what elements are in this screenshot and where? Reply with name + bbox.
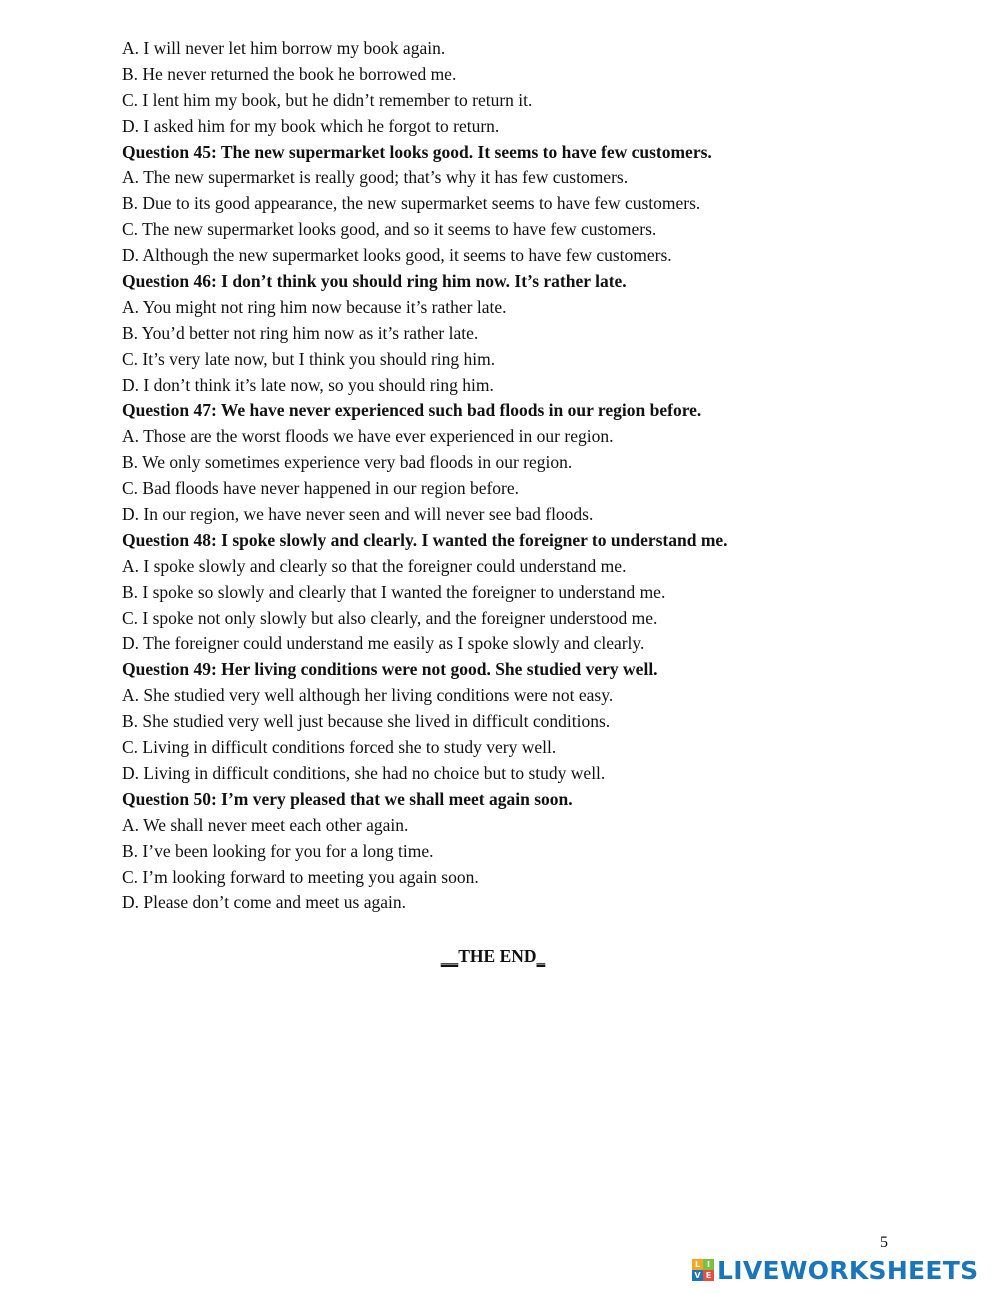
logo-letter: L bbox=[692, 1259, 703, 1270]
answer-option: C. Living in difficult conditions forced she to study very well. bbox=[122, 737, 557, 758]
question-prompt: Question 46: I don’t think you should ring him now. It’s rather late. bbox=[122, 271, 627, 292]
answer-option: A. I spoke slowly and clearly so that the foreigner could understand me. bbox=[122, 555, 627, 576]
answer-option: D. The foreigner could understand me easily as I spoke slowly and clearly. bbox=[122, 633, 645, 654]
answer-option: B. Due to its good appearance, the new supermarket seems to have few customers. bbox=[122, 193, 701, 214]
answer-option: B. You’d better not ring him now as it’s rather late. bbox=[122, 322, 479, 343]
answer-option: B. I’ve been looking for you for a long time. bbox=[122, 840, 434, 861]
answer-option: B. He never returned the book he borrowed me. bbox=[122, 63, 457, 84]
question-prompt: Question 49: Her living conditions were not good. She studied very well. bbox=[122, 659, 658, 680]
answer-option: B. She studied very well just because she lived in difficult conditions. bbox=[122, 711, 611, 732]
question-prompt: Question 47: We have never experienced such bad floods in our region before. bbox=[122, 400, 702, 421]
answer-option: B. I spoke so slowly and clearly that I wanted the foreigner to understand me. bbox=[122, 581, 666, 602]
answer-option: D. In our region, we have never seen and will never see bad floods. bbox=[122, 504, 594, 525]
answer-option: C. I spoke not only slowly but also clearly, and the foreigner understood me. bbox=[122, 607, 658, 628]
question-list bbox=[122, 36, 942, 916]
answer-option: A. You might not ring him now because it’s rather late. bbox=[122, 296, 507, 317]
answer-option: B. We only sometimes experience very bad floods in our region. bbox=[122, 452, 573, 473]
answer-option: C. I’m looking forward to meeting you again soon. bbox=[122, 866, 479, 887]
logo-letter: E bbox=[703, 1270, 714, 1281]
answer-option: D. I asked him for my book which he forgot to return. bbox=[122, 115, 500, 136]
answer-option: C. Bad floods have never happened in our region before. bbox=[122, 478, 520, 499]
answer-option: D. Please don’t come and meet us again. bbox=[122, 892, 406, 913]
answer-option: A. I will never let him borrow my book again. bbox=[122, 38, 446, 58]
liveworksheets-logo[interactable] bbox=[692, 1255, 978, 1285]
logo-letter: V bbox=[692, 1270, 703, 1281]
answer-option: A. Those are the worst floods we have ever experienced in our region. bbox=[122, 426, 614, 447]
answer-option: D. Living in difficult conditions, she had no choice but to study well. bbox=[122, 762, 606, 783]
question-prompt: Question 45: The new supermarket looks good. It seems to have few customers. bbox=[122, 141, 712, 162]
answer-option: D. Although the new supermarket looks good, it seems to have few customers. bbox=[122, 245, 672, 266]
page-number: 5 bbox=[880, 1234, 888, 1251]
answer-option: A. She studied very well although her living conditions were not easy. bbox=[122, 685, 614, 706]
question-prompt: Question 50: I’m very pleased that we shall meet again soon. bbox=[122, 788, 573, 809]
answer-option: A. We shall never meet each other again. bbox=[122, 814, 409, 835]
logo-letter: I bbox=[703, 1259, 714, 1270]
liveworksheets-brand-text: LIVEWORKSHEETS bbox=[717, 1255, 979, 1285]
answer-option: A. The new supermarket is really good; that’s why it has few customers. bbox=[122, 167, 629, 188]
question-prompt: Question 48: I spoke slowly and clearly. I wanted the foreigner to understand me. bbox=[122, 529, 728, 550]
the-end-marker bbox=[0, 943, 986, 969]
liveworksheets-logo-icon bbox=[692, 1259, 714, 1281]
answer-option: C. I lent him my book, but he didn’t remember to return it. bbox=[122, 89, 533, 110]
answer-option: D. I don’t think it’s late now, so you should ring him. bbox=[122, 374, 494, 395]
answer-option: C. The new supermarket looks good, and so it seems to have few customers. bbox=[122, 219, 657, 240]
the-end-suffix: _ bbox=[536, 946, 546, 966]
answer-option: C. It’s very late now, but I think you should ring him. bbox=[122, 348, 496, 369]
the-end-prefix: __ bbox=[440, 946, 459, 966]
the-end-text: THE END bbox=[458, 946, 537, 966]
